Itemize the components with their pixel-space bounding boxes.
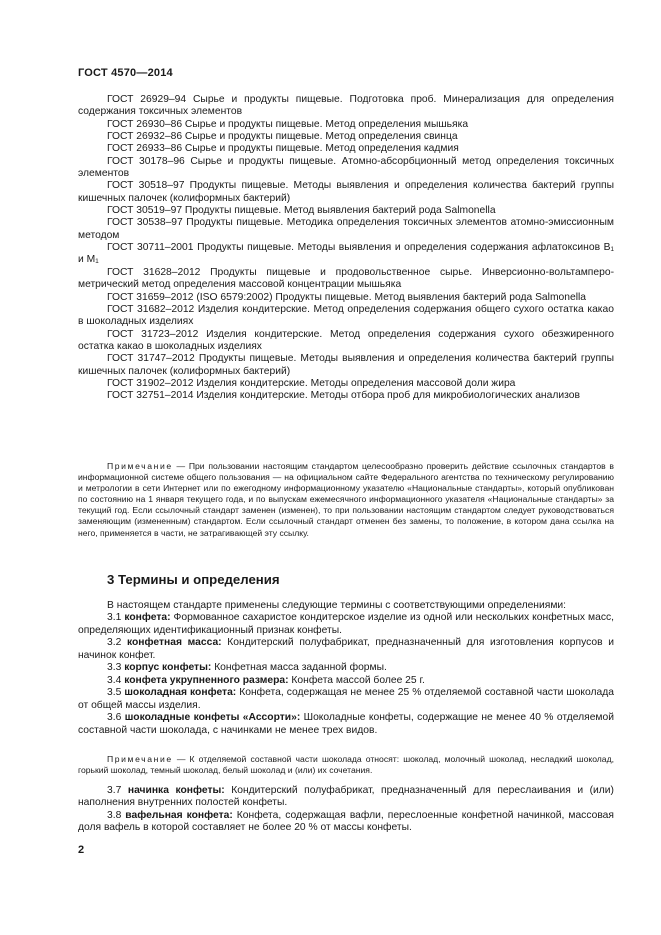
term-definition: Конфетная масса заданной формы. (211, 662, 387, 674)
reference-item: ГОСТ 26929–94 Сырье и продукты пищевые. Подготовка проб. Минерализация для определения содержания токсичных элементов (78, 94, 614, 118)
section-title: 3 Термины и определения (107, 572, 280, 587)
term-number: 3.6 (107, 712, 125, 724)
reference-item: ГОСТ 30178–96 Сырье и продукты пищевые. Атомно-абсорбционный метод определения токсичных элементов (78, 155, 614, 180)
terms-list-continued (78, 785, 614, 835)
reference-item: ГОСТ 30538–97 Продукты пищевые. Методика определения токсичных элементов атомно-эмиссионным методом (78, 217, 614, 241)
document-header: ГОСТ 4570—2014 (78, 67, 173, 79)
term-number: 3.8 (107, 809, 126, 821)
reference-item: ГОСТ 30518–97 Продукты пищевые. Методы выявления и определения количества бактерий группы кишечных палочек (колиформных бактерий) (78, 180, 614, 204)
reference-item: ГОСТ 30519–97 Продукты пищевые. Метод выявления бактерий рода Salmonella (107, 205, 496, 217)
term-number: 3.2 (107, 637, 127, 649)
term-name: конфета: (124, 612, 171, 624)
terms-intro: В настоящем стандарте применены следующие термины с соответствующими определениями: (107, 600, 567, 611)
term-name: шоколадная конфета: (124, 687, 237, 699)
term-item (78, 612, 614, 637)
term-item (78, 712, 614, 737)
term-number: 3.1 (107, 612, 125, 624)
reference-item: ГОСТ 30711–2001 Продукты пищевые. Методы выявления и определения содержания афлатоксинов B₁ и M₁ (78, 242, 614, 266)
term-item (78, 637, 614, 662)
page-number: 2 (78, 844, 85, 856)
reference-item: ГОСТ 26932–86 Сырье и продукты пищевые. Метод определения свинца (107, 131, 458, 143)
term-item (78, 810, 614, 835)
terms-note (78, 754, 614, 776)
term-name: вафельная конфета: (125, 809, 233, 821)
note-text: — К отделяемой составной части шоколада относят: шоколад, молочный шоколад, несладкий шоколад, горький шоколад, темный шоколад, белый шоколад и (или) их сочетания. (78, 754, 614, 776)
reference-item: ГОСТ 31659–2012 (ISO 6579:2002) Продукты пищевые. Метод выявления бактерий рода Salmonella (107, 291, 587, 303)
term-name: конфета укрупненного размера: (124, 674, 289, 686)
term-item (78, 687, 614, 712)
term-name: шоколадные конфеты «Ассорти»: (124, 712, 301, 724)
reference-item: ГОСТ 31902–2012 Изделия кондитерские. Методы определения массовой доли жира (107, 377, 516, 389)
note-label: Примечание (107, 461, 173, 471)
term-number: 3.3 (107, 662, 125, 674)
term-number: 3.7 (107, 785, 128, 796)
terms-list (78, 600, 614, 737)
term-item (78, 785, 614, 810)
reference-item: ГОСТ 26933–86 Сырье и продукты пищевые. Метод определения кадмия (107, 143, 459, 155)
term-definition: Формованное сахаристое кондитерское изделие из одной или нескольких конфетных масс, определяющих идентификационный признак конфеты. (78, 612, 614, 636)
normative-references-list (78, 94, 614, 403)
note-text: — При пользовании настоящим стандартом целесообразно проверить действие ссылочных стандартов в информационной системе общего пользования — на официальном сайте Федерального агентства по техническому регулированию и метрологии в сети Интернет или по ежегодному информационному указателю «Национальные стандарты», который опубликован по состоянию на 1 января текущего года, и по выпускам ежемесячного информационного указателя «Национальные стандарты» за текущий год. Если ссылочный стандарт заменен (изменен), то при пользовании настоящим стандартом следует руководствоваться заменяющим (измененным) стандартом. Если ссылочный стандарт отменен без замены, то положение, в котором дана ссылка на него, применяется в части, не затрагивающей эту ссылку. (78, 461, 614, 538)
term-name: конфетная масса: (127, 637, 222, 649)
term-definition: Конфета, содержащая вафли, переслоенные конфетной начинкой, массовая доля вафель в которой составляет не более 20 % от массы конфеты. (78, 809, 614, 834)
term-definition: Кондитерский полуфабрикат, предназначенный для изготовления корпусов и начинок конфет. (78, 637, 614, 661)
term-number: 3.5 (107, 687, 125, 699)
term-definition: Конфета, содержащая не менее 25 % отделяемой составной части шоколада от общей массы изделия. (78, 687, 615, 711)
term-definition: Кондитерский полуфабрикат, предназначенный для переслаивания и (или) наполнения внутренних полостей конфеты. (78, 785, 614, 809)
reference-item: ГОСТ 32751–2014 Изделия кондитерские. Методы отбора проб для микробиологических анализов (107, 390, 580, 402)
term-item (78, 662, 614, 674)
note-label: Примечание (107, 754, 173, 764)
term-definition: Шоколадные конфеты, содержащие не менее 40 % отделяемой составной части шоколада, с начинками не менее трех видов. (78, 712, 614, 736)
references-note (78, 461, 614, 539)
reference-item: ГОСТ 31747–2012 Продукты пищевые. Методы выявления и определения количества бактерий группы кишечных палочек (колиформных бактерий) (78, 353, 614, 377)
term-name: корпус конфеты: (124, 662, 212, 674)
reference-item: ГОСТ 31682–2012 Изделия кондитерские. Метод определения содержания общего сухого остатка какао в шоколадных изделиях (78, 303, 614, 328)
term-number: 3.4 (107, 674, 125, 686)
term-name: начинка конфеты: (127, 785, 225, 796)
reference-item: ГОСТ 31628–2012 Продукты пищевые и продовольственное сырье. Инверсионно-вольтампеpометрический метод определения массовой концентрации мышьяка (78, 266, 614, 291)
term-item (78, 675, 614, 687)
reference-item: ГОСТ 31723–2012 Изделия кондитерские. Метод определения содержания сухого обезжиренного остатка какао в шоколадных изделиях (78, 328, 614, 352)
term-definition: Конфета массой более 25 г. (288, 674, 425, 686)
reference-item: ГОСТ 26930–86 Сырье и продукты пищевые. Метод определения мышьяка (107, 118, 469, 130)
